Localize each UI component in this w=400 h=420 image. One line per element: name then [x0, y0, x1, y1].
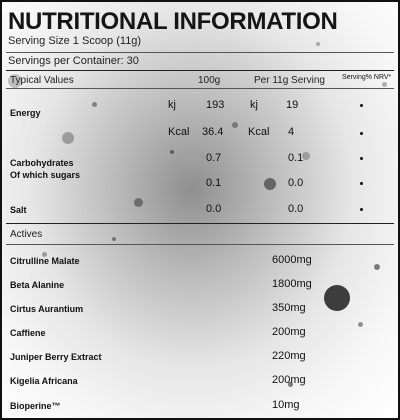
speck [170, 150, 174, 154]
active-amount: 200mg [272, 374, 306, 386]
kcal-serving-unit: Kcal [248, 126, 270, 138]
speck [358, 322, 363, 327]
active-name: Caffiene [10, 328, 46, 338]
salt-per-serving: 0.0 [288, 203, 304, 215]
nrv-dot [360, 157, 363, 160]
serving-size: Serving Size 1 Scoop (11g) [8, 35, 142, 47]
divider [6, 244, 394, 245]
header-nrv: Serving% NRV* [342, 74, 392, 81]
speck [324, 285, 350, 311]
sugars-per-serving: 0.0 [288, 177, 304, 189]
header-typical-values: Typical Values [10, 75, 74, 86]
salt-label: Salt [10, 205, 27, 215]
speck [92, 102, 97, 107]
kj-per-100g: 193 [206, 99, 225, 111]
active-name: Juniper Berry Extract [10, 352, 102, 362]
speck [112, 237, 116, 241]
kcal-unit: Kcal [168, 126, 190, 138]
nrv-dot [360, 132, 363, 135]
divider [6, 70, 394, 71]
divider [6, 88, 394, 89]
active-amount: 6000mg [272, 254, 312, 266]
nrv-dot [360, 182, 363, 185]
speck [264, 178, 276, 190]
servings-per-container: Servings per Container: 30 [8, 55, 139, 67]
panel-title: NUTRITIONAL INFORMATION [8, 8, 338, 35]
header-per-100g: 100g [198, 75, 221, 86]
speck [316, 42, 320, 46]
active-name: Beta Alanine [10, 280, 65, 290]
kj-per-serving: 19 [286, 99, 299, 111]
divider [6, 223, 394, 224]
carbs-per-serving: 0.1 [288, 152, 304, 164]
active-amount: 350mg [272, 302, 306, 314]
sugars-per-100g: 0.1 [206, 177, 222, 189]
divider [6, 52, 394, 53]
speck [62, 132, 74, 144]
active-name: Kigelia Africana [10, 376, 78, 386]
actives-heading: Actives [10, 229, 43, 240]
kcal-per-100g: 36.4 [202, 126, 224, 138]
kcal-per-serving: 4 [288, 126, 295, 138]
salt-per-100g: 0.0 [206, 203, 222, 215]
speck [134, 198, 143, 207]
kj-serving-unit: kj [250, 99, 258, 111]
energy-label: Energy [10, 108, 41, 118]
kj-unit: kj [168, 99, 176, 111]
active-name: Bioperine™ [10, 401, 61, 411]
sugars-label: Of which sugars [10, 170, 81, 180]
active-name: Cirtus Aurantium [10, 304, 84, 314]
speck [374, 264, 380, 270]
carbs-per-100g: 0.7 [206, 152, 222, 164]
active-amount: 10mg [272, 399, 300, 411]
nrv-dot [360, 104, 363, 107]
active-name: Citrulline Malate [10, 256, 80, 266]
speck [382, 82, 387, 87]
active-amount: 1800mg [272, 278, 312, 290]
carbohydrates-label: Carbohydrates [10, 158, 74, 168]
active-amount: 220mg [272, 350, 306, 362]
active-amount: 200mg [272, 326, 306, 338]
nrv-dot [360, 208, 363, 211]
speck [232, 122, 238, 128]
header-per-serving: Per 11g Serving [254, 75, 325, 86]
